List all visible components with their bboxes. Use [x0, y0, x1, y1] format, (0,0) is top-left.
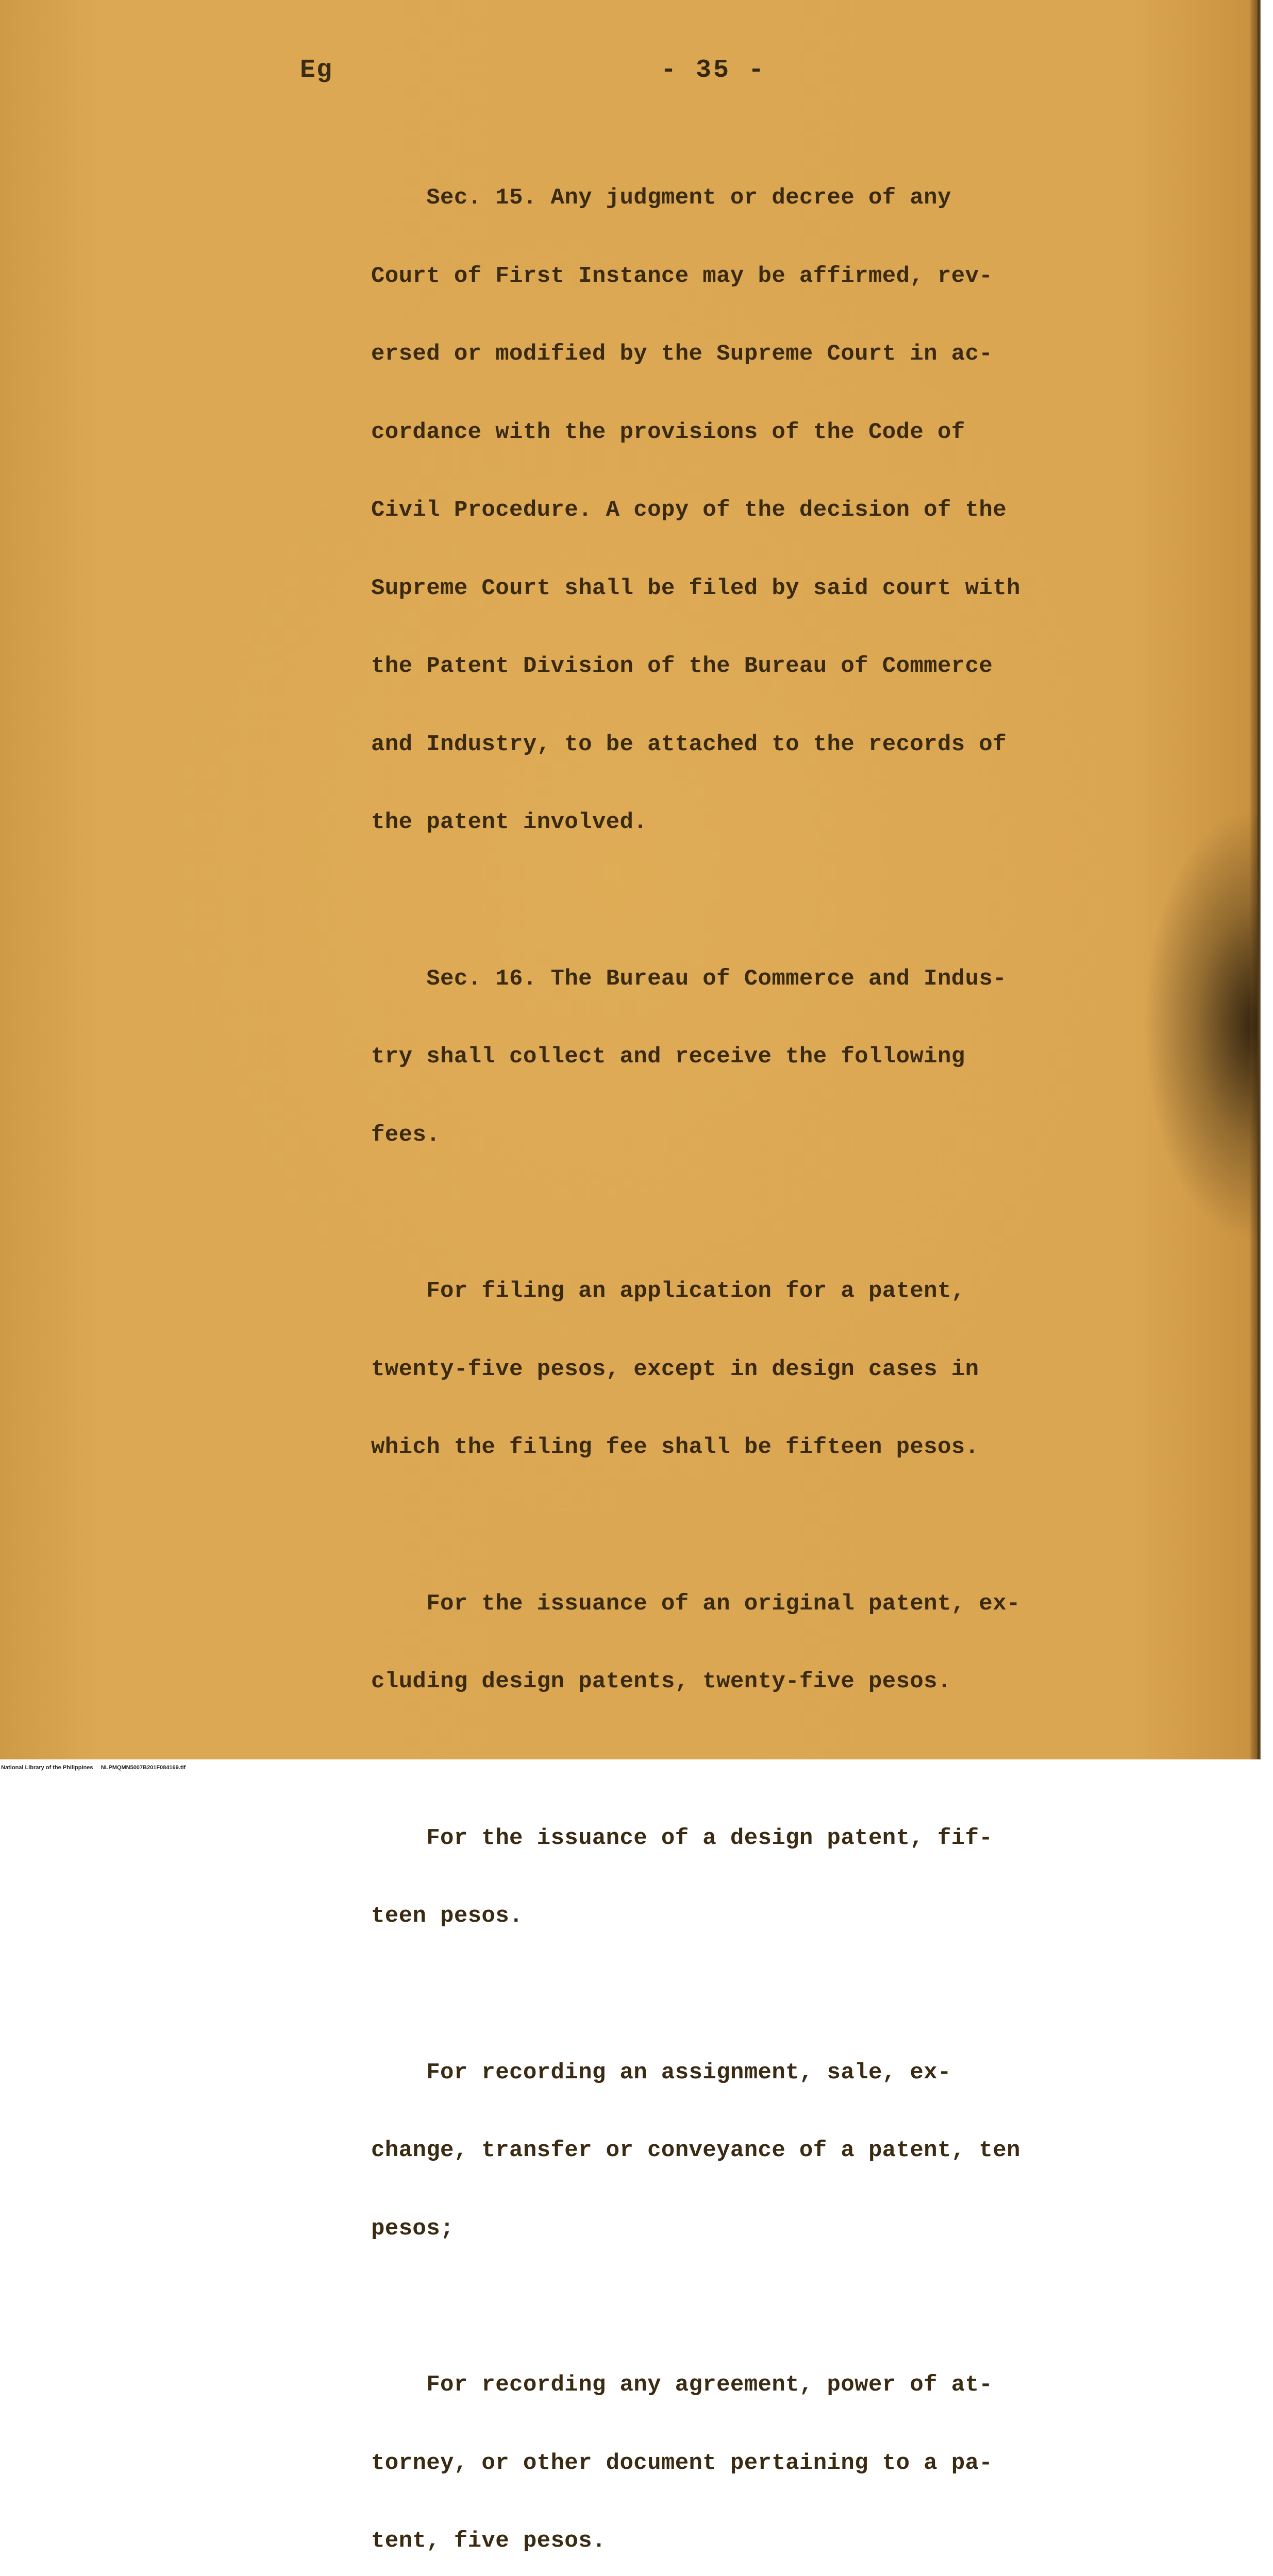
- text-line: For recording an assignment, sale, ex-: [371, 2059, 951, 2086]
- page-edge-shadow: [1250, 0, 1261, 1759]
- paragraph-sec-15: [371, 133, 1144, 888]
- text-line: tent, five pesos.: [371, 2528, 606, 2554]
- paragraph-fee-recording-assignment: [371, 2008, 1144, 2294]
- text-line: and Industry, to be attached to the records of: [371, 731, 1007, 757]
- text-line: For recording any agreement, power of at-: [371, 2372, 993, 2398]
- text-line: pesos;: [371, 2215, 454, 2242]
- text-line: Supreme Court shall be filed by said court with: [371, 575, 1020, 601]
- document-body: [371, 133, 1144, 2576]
- text-line: Court of First Instance may be affirmed, rev-: [371, 263, 993, 289]
- text-line: fees.: [371, 1122, 441, 1148]
- paragraph-fee-recording-agreement: [371, 2320, 1144, 2576]
- text-line: ersed or modified by the Supreme Court in ac-: [371, 341, 993, 367]
- scan-caption: National Library of the Philippines NLPMQMN5007B201F084169.tif: [1, 1765, 186, 1771]
- paragraph-fee-filing-application: [371, 1226, 1144, 1513]
- text-line: the patent involved.: [371, 809, 648, 835]
- text-line: For the issuance of a design patent, fif-: [371, 1825, 993, 1851]
- text-line: the Patent Division of the Bureau of Commerce: [371, 653, 993, 679]
- paragraph-fee-design-patent: [371, 1773, 1144, 1981]
- text-line: torney, or other document pertaining to a pa-: [371, 2450, 993, 2476]
- text-line: For filing an application for a patent,: [371, 1278, 965, 1304]
- paragraph-fee-original-patent: [371, 1539, 1144, 1747]
- text-line: try shall collect and receive the following: [371, 1044, 965, 1070]
- text-line: Sec. 15. Any judgment or decree of any: [371, 185, 951, 211]
- page-number: - 35 -: [661, 56, 766, 85]
- text-line: cordance with the provisions of the Code of: [371, 419, 965, 445]
- text-line: For the issuance of an original patent, ex-: [371, 1590, 1020, 1617]
- paragraph-sec-16: [371, 914, 1144, 1200]
- header-initials: Eg: [300, 56, 333, 85]
- text-line: change, transfer or conveyance of a patent, ten: [371, 2138, 1020, 2163]
- text-line: which the filing fee shall be fifteen pesos.: [371, 1434, 979, 1460]
- text-line: Civil Procedure. A copy of the decision of the: [371, 497, 1007, 523]
- text-line: twenty-five pesos, except in design cases in: [371, 1356, 979, 1382]
- text-line: Sec. 16. The Bureau of Commerce and Indus-: [371, 965, 1007, 992]
- text-line: teen pesos.: [371, 1903, 523, 1929]
- text-line: cluding design patents, twenty-five pesos.: [371, 1669, 951, 1694]
